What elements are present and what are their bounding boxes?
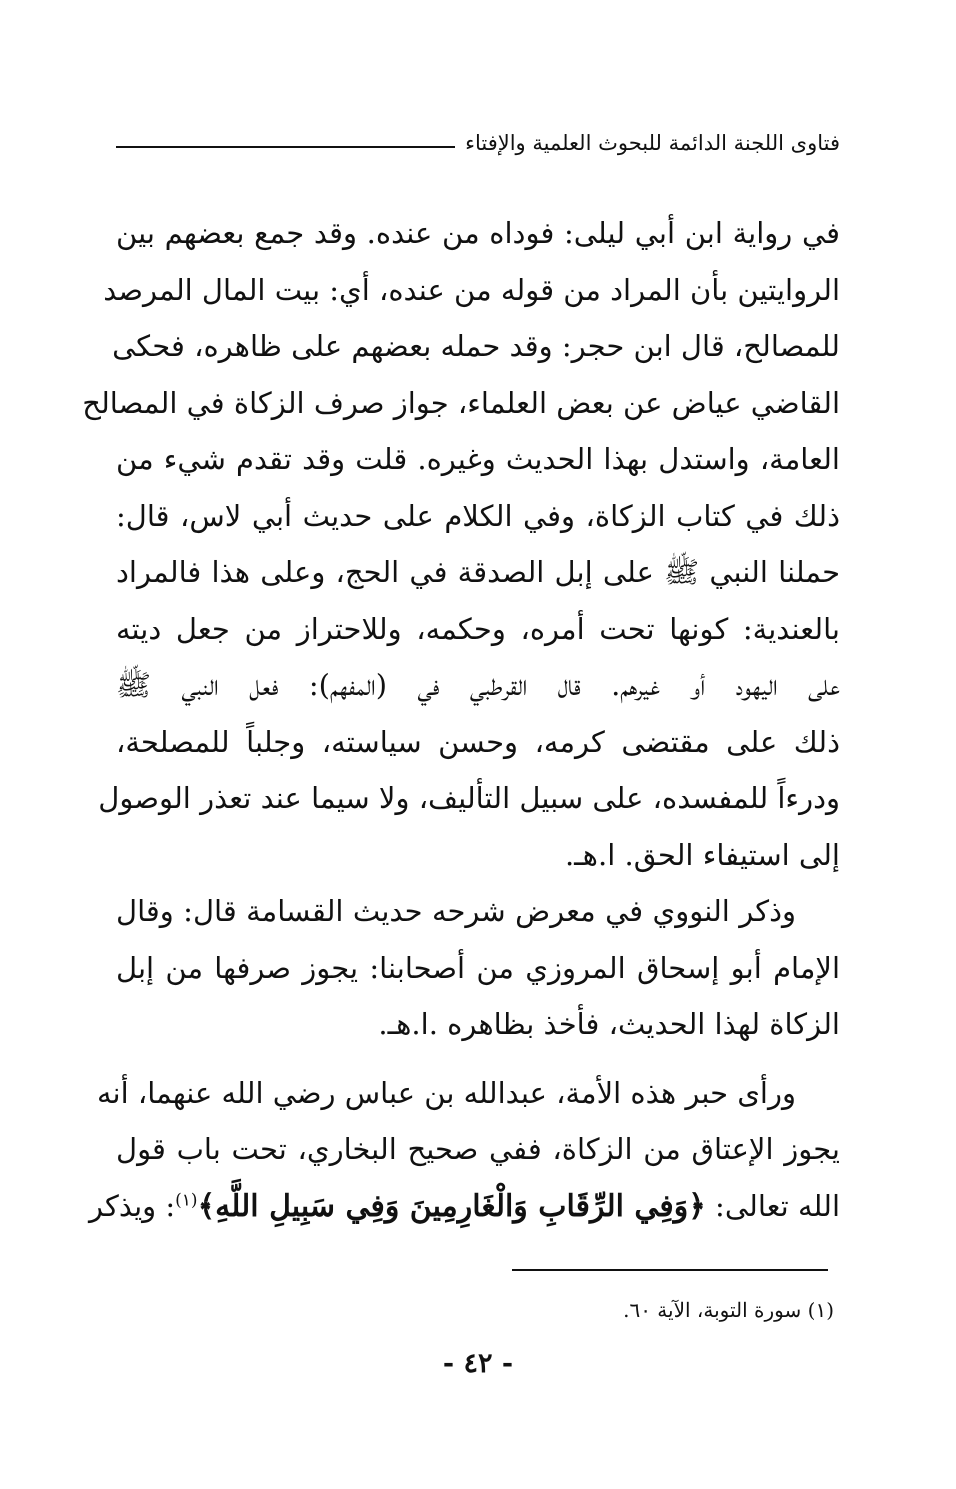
text-line-with-quran-verse bbox=[89, 1178, 840, 1235]
footnote: (١) سورة التوبة، الآية ٦٠. bbox=[623, 1298, 834, 1322]
text-line: العامة، واستدل بهذا الحديث وغيره. قلت وقد تقدم شيء من bbox=[116, 442, 840, 476]
text-line: الروايتين بأن المراد من قوله من عنده، أي: بيت المال المرصد bbox=[103, 272, 840, 307]
text-line: وذكر النووي في معرض شرحه حديث القسامة قال: وقال bbox=[116, 894, 796, 928]
paragraph-gap bbox=[116, 1053, 840, 1065]
text-segment: : ويذكر bbox=[89, 1188, 176, 1223]
text-line: ورأى حبر هذه الأمة، عبدالله بن عباس رضي الله عنهما، أنه bbox=[96, 1075, 796, 1110]
text-line: للمصالح، قال ابن حجر: وقد حمله بعضهم على ظاهره، فحكى bbox=[112, 329, 840, 363]
text-line: بالعندية: كونها تحت أمره، وحكمه، وللاحتراز من جعل ديته bbox=[116, 611, 840, 646]
footnote-rule bbox=[512, 1269, 828, 1271]
text-line: يجوز الإعتاق من الزكاة، ففي صحيح البخاري، تحت باب قول bbox=[116, 1132, 840, 1166]
text-line: حملنا النبي ﷺ على إبل الصدقة في الحج، وعلى هذا فالمراد bbox=[116, 555, 840, 589]
page-number: - ٤٢ - bbox=[442, 1348, 514, 1379]
running-header bbox=[116, 126, 840, 160]
text-line: إلى استيفاء الحق. ا.هـ. bbox=[564, 837, 840, 872]
paragraph-2 bbox=[116, 883, 840, 1053]
text-line: على اليهود أو غيرهم. قال القرطبي في (المفهم): فعل النبي ﷺ bbox=[116, 668, 840, 702]
text-line: ودرءاً للمفسده، على سبيل التأليف، ولا سيما عند تعذر الوصول bbox=[98, 781, 840, 815]
quran-verse: ﴿وَفِي الرِّقَابِ وَالْغَارِمِينَ وَفِي سَبِيلِ اللَّهِ﴾ bbox=[197, 1188, 706, 1224]
body-text bbox=[82, 205, 840, 1234]
text-line: ذلك في كتاب الزكاة، وفي الكلام على حديث أبي لاس، قال: bbox=[116, 498, 840, 533]
text-line: القاضي عياض عن بعض العلماء، جواز صرف الزكاة في المصالح bbox=[82, 385, 840, 420]
paragraph-1 bbox=[82, 205, 840, 883]
text-segment: الله تعالى: bbox=[705, 1188, 840, 1223]
text-line: ذلك على مقتضى كرمه، وحسن سياسته، وجلباً للمصلحة، bbox=[116, 724, 840, 759]
footnote-marker: (١) bbox=[175, 1189, 198, 1210]
header-rule bbox=[116, 146, 455, 148]
text-line: في رواية ابن أبي ليلى: فوداه من عنده. وقد جمع بعضهم بين bbox=[116, 216, 840, 250]
header-title: فتاوى اللجنة الدائمة للبحوث العلمية والإفتاء bbox=[465, 131, 840, 155]
text-line: الزكاة لهذا الحديث، فأخذ بظاهره .ا.هـ. bbox=[378, 1007, 840, 1041]
text-line: الإمام أبو إسحاق المروزي من أصحابنا: يجوز صرفها من إبل bbox=[116, 950, 840, 985]
paragraph-3 bbox=[89, 1065, 840, 1235]
